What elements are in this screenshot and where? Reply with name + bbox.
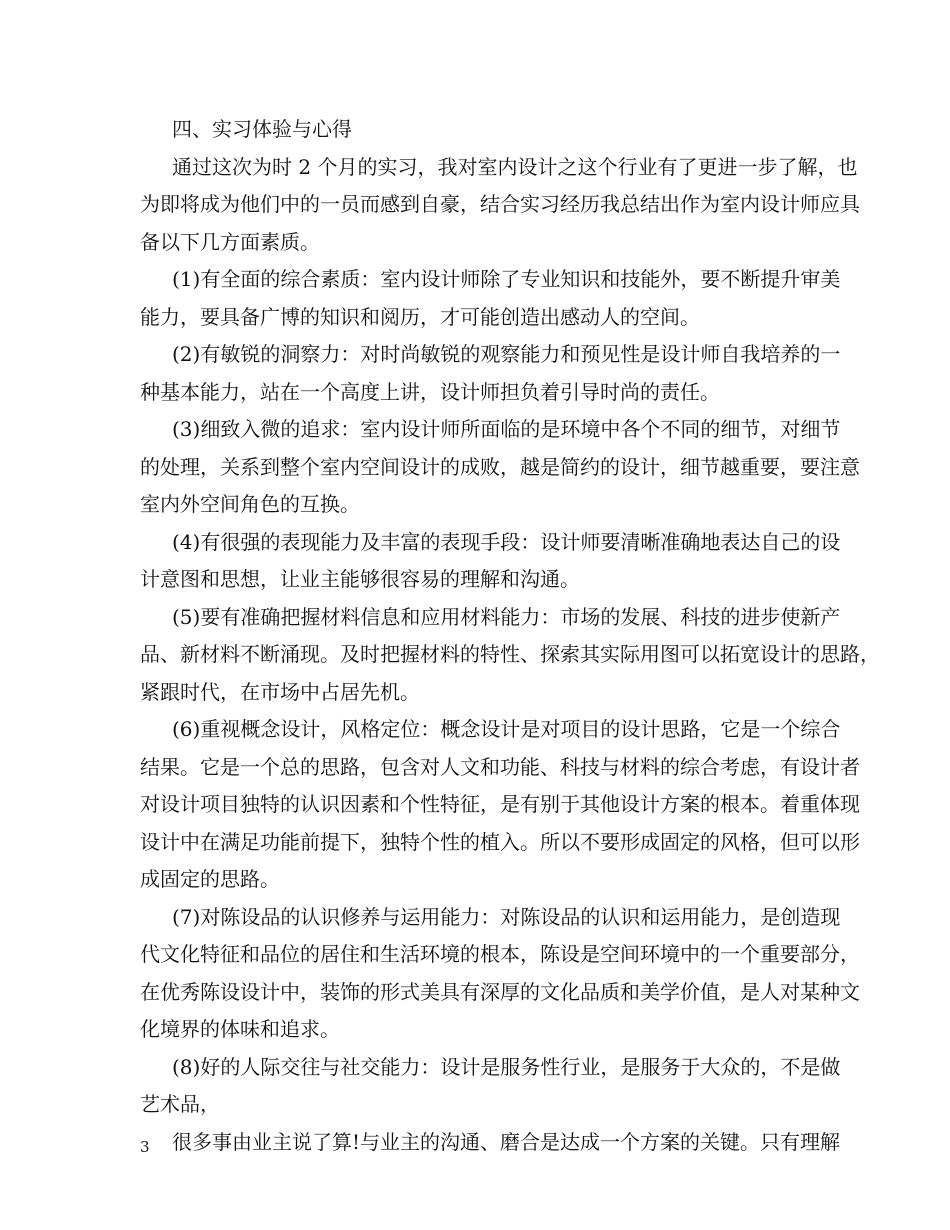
paragraph-line: 代文化特征和品位的居住和生活环境的根本，陈设是空间环境中的一个重要部分， — [140, 942, 860, 966]
paragraph-line: (3)细致入微的追求：室内设计师所面临的是环境中各个不同的细节，对细节 — [172, 417, 841, 441]
paragraph-line: 艺术品， — [140, 1092, 220, 1116]
paragraph-line: 为即将成为他们中的一员而感到自豪，结合实习经历我总结出作为室内设计师应具 — [140, 192, 860, 216]
paragraph-line: (4)有很强的表现能力及丰富的表现手段：设计师要清晰准确地表达自己的设 — [172, 529, 841, 554]
paragraph-line: 化境界的体味和追求。 — [140, 1017, 340, 1041]
paragraph-line: 成固定的思路。 — [140, 867, 280, 891]
paragraph-line: 在优秀陈设设计中，装饰的形式美具有深厚的文化品质和美学价值，是人对某种文 — [140, 979, 860, 1004]
document-body — [140, 115, 880, 1165]
paragraph-line: (8)好的人际交往与社交能力：设计是服务性行业，是服务于大众的，不是做 — [172, 1054, 841, 1079]
paragraph-line: 紧跟时代，在市场中占居先机。 — [140, 679, 420, 704]
section-heading: 四、实习体验与心得 — [172, 117, 352, 141]
paragraph-line: (2)有敏锐的洞察力：对时尚敏锐的观察能力和预见性是设计师自我培养的一 — [172, 342, 841, 366]
paragraph-line: (7)对陈设品的认识修养与运用能力：对陈设品的认识和运用能力，是创造现 — [172, 904, 841, 929]
paragraph-line: 室内外空间角色的互换。 — [140, 492, 360, 516]
paragraph-line: 很多事由业主说了算!与业主的沟通、磨合是达成一个方案的关键。只有理解 — [172, 1129, 841, 1154]
paragraph-line: 品、新材料不断涌现。及时把握材料的特性、探索其实际用图可以拓宽设计的思路， — [140, 642, 880, 666]
paragraph-line: 的处理，关系到整个室内空间设计的成败，越是简约的设计，细节越重要，要注意 — [140, 454, 860, 479]
paragraph-line: (6)重视概念设计，风格定位：概念设计是对项目的设计思路，它是一个综合 — [172, 717, 841, 741]
paragraph-line: 备以下几方面素质。 — [140, 229, 320, 254]
paragraph-line: 能力，要具备广博的知识和阅历，才可能创造出感动人的空间。 — [140, 304, 700, 329]
paragraph-line: 种基本能力，站在一个高度上讲，设计师担负着引导时尚的责任。 — [140, 379, 720, 404]
paragraph-line: 通过这次为时 2 个月的实习，我对室内设计之这个行业有了更进一步了解，也 — [172, 154, 858, 179]
paragraph-line: 设计中在满足功能前提下，独特个性的植入。所以不要形成固定的风格，但可以形 — [140, 829, 860, 854]
paragraph-line: 对设计项目独特的认识因素和个性特征，是有别于其他设计方案的根本。着重体现 — [140, 792, 860, 816]
paragraph-line: 计意图和思想，让业主能够很容易的理解和沟通。 — [140, 567, 580, 591]
paragraph-line: 结果。它是一个总的思路，包含对人文和功能、科技与材料的综合考虑，有设计者 — [140, 754, 860, 779]
page-number: 3 — [140, 1138, 150, 1156]
paragraph-line: (1)有全面的综合素质：室内设计师除了专业知识和技能外，要不断提升审美 — [172, 267, 841, 291]
paragraph-line: (5)要有准确把握材料信息和应用材料能力：市场的发展、科技的进步使新产 — [172, 604, 841, 629]
